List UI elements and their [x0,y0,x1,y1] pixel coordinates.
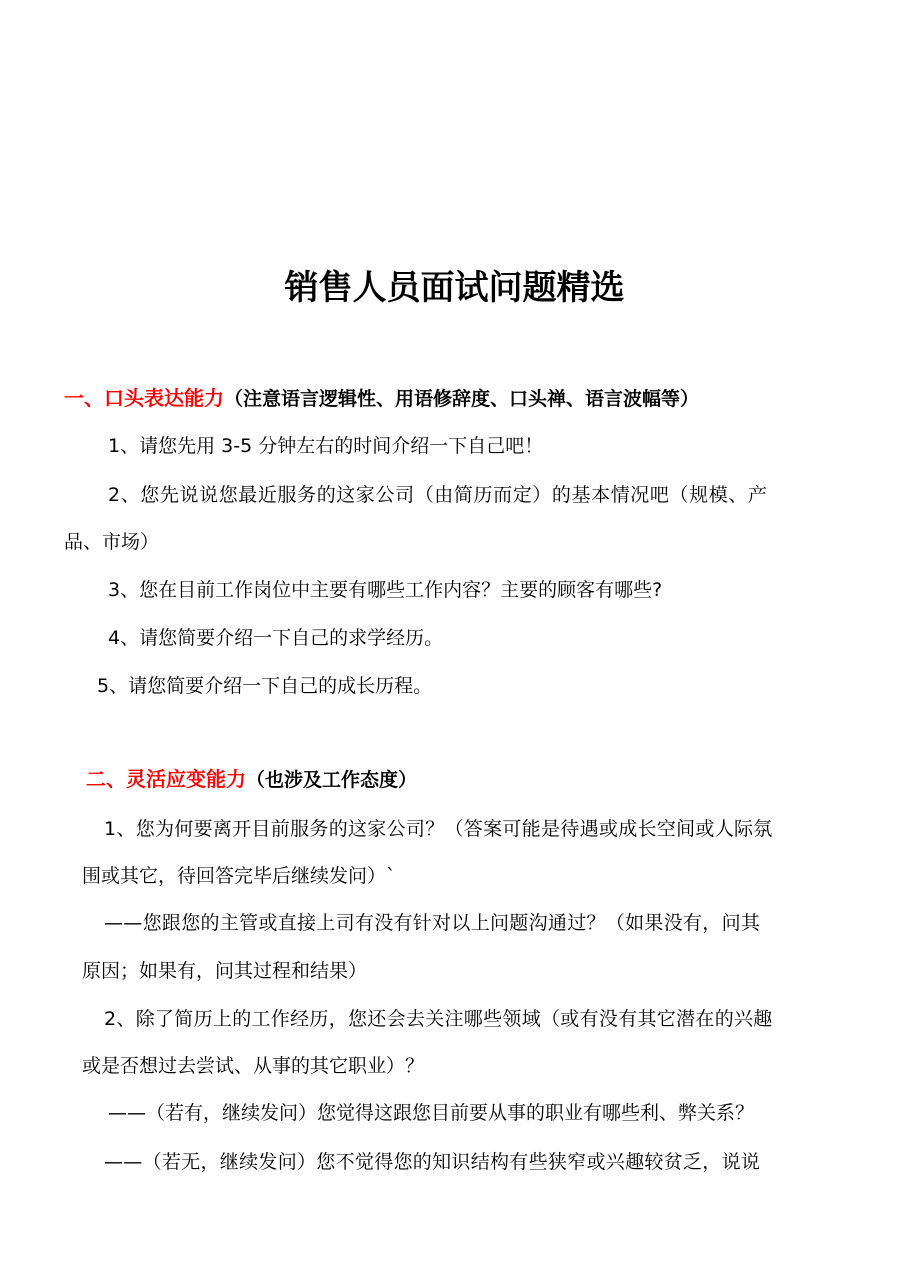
question-line-continuation: 品、市场） [64,531,160,553]
question-line: 1、您为何要离开目前服务的这家公司？（答案可能是待遇或成长空间或人际氛 [104,818,773,840]
section-heading-note: （注意语言逻辑性、用语修辞度、口头禅、语言波幅等） [224,388,700,410]
section-heading-label: 一、口头表达能力 [64,386,224,410]
section-heading-oral-expression [64,384,699,413]
section-heading-flexibility [86,765,417,794]
follow-up-line-continuation: 原因；如果有，问其过程和结果） [82,960,368,982]
follow-up-line: ——您跟您的主管或直接上司有没有针对以上问题沟通过？（如果没有，问其 [104,912,761,934]
question-line: 2、除了简历上的工作经历，您还会去关注哪些领域（或有没有其它潜在的兴趣 [104,1008,773,1030]
question-line-continuation: 或是否想过去尝试、从事的其它职业）？ [82,1055,425,1077]
document-title: 销售人员面试问题精选 [284,268,625,308]
follow-up-line: ——（若无，继续发问）您不觉得您的知识结构有些狭窄或兴趣较贫乏，说说 [104,1151,761,1173]
follow-up-line: ——（若有，继续发问）您觉得这跟您目前要从事的职业有哪些利、弊关系？ [108,1102,755,1124]
question-line: 1、请您先用 3-5 分钟左右的时间介绍一下自己吧！ [108,435,544,457]
question-line-continuation: 围或其它，待回答完毕后继续发问）` [82,865,396,887]
section-heading-note: （也涉及工作态度） [246,769,418,791]
question-line: 2、您先说说您最近服务的这家公司（由简历而定）的基本情况吧（规模、产 [108,484,768,506]
question-line: 5、请您简要介绍一下自己的成长历程。 [97,675,433,697]
question-line: 4、请您简要介绍一下自己的求学经历。 [108,627,444,649]
question-line: 3、您在目前工作岗位中主要有哪些工作内容？主要的顾客有哪些? [108,579,663,601]
section-heading-label: 二、灵活应变能力 [86,767,246,791]
